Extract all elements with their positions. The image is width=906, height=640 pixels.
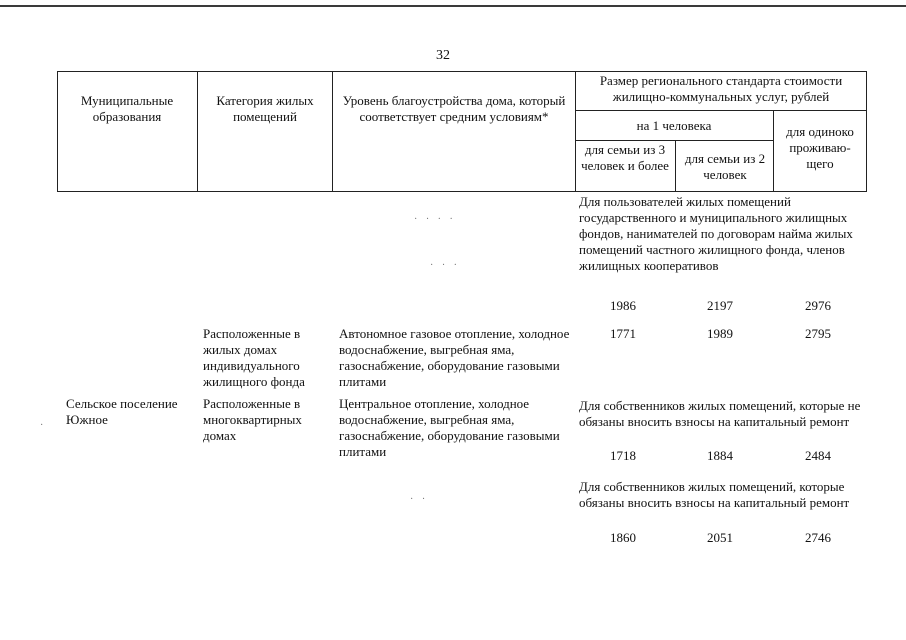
header-per-person: на 1 человека	[636, 118, 712, 133]
scan-noise: · · ·	[430, 260, 460, 271]
value-family2: 1989	[707, 326, 733, 341]
level-cell: Центральное отопление, холодное водоснабжение, выгребная яма, газоснабжение, оборудование газовыми плитами	[339, 396, 560, 459]
scan-noise: · ·	[410, 494, 429, 505]
scan-noise: · · · ·	[414, 214, 456, 225]
value-single: 2746	[805, 530, 831, 545]
municipality-cell: Сельское поселение Южное	[66, 396, 178, 427]
header-size-group: Размер регионального стандарта стоимости жилищно-коммунальных услуг, рублей	[599, 73, 843, 104]
category-cell: Расположенные в многоквартирных домах	[203, 396, 302, 443]
value-single: 2795	[805, 326, 831, 341]
value-single: 2484	[805, 448, 831, 463]
section-note: Для собственников жилых помещений, которые не обязаны вносить взносы на капитальный ремонт	[579, 398, 861, 429]
value-family3: 1986	[610, 298, 636, 313]
scan-edge-line	[0, 5, 906, 7]
section-note: Для пользователей жилых помещений государственного и муниципального жилищных фондов, нанимателей по договорам найма жилых помещений частного жилищного фонда, членов жилищных кооперативов	[579, 194, 853, 273]
value-family2: 2197	[707, 298, 733, 313]
page-number: 32	[436, 48, 450, 63]
scan-noise: ·	[40, 420, 47, 431]
header-category: Категория жилых помещений	[216, 93, 314, 124]
value-family2: 2051	[707, 530, 733, 545]
header-municipality: Муниципальные образования	[80, 93, 174, 124]
value-single: 2976	[805, 298, 831, 313]
level-cell: Автономное газовое отопление, холодное водоснабжение, выгребная яма, газоснабжение, оборудование газовыми плитами	[339, 326, 570, 389]
value-family2: 1884	[707, 448, 733, 463]
header-single: для одиноко проживаю-щего	[786, 124, 854, 171]
value-family3: 1718	[610, 448, 636, 463]
value-family3: 1860	[610, 530, 636, 545]
section-note: Для собственников жилых помещений, которые обязаны вносить взносы на капитальный ремонт	[579, 479, 850, 510]
header-family3: для семьи из 3 человек и более	[581, 142, 669, 173]
header-family2: для семьи из 2 человек	[684, 151, 766, 182]
category-cell: Расположенные в жилых домах индивидуального жилищного фонда	[203, 326, 305, 389]
header-level: Уровень благоустройства дома, который соответствует средним условиям*	[342, 93, 566, 124]
value-family3: 1771	[610, 326, 636, 341]
